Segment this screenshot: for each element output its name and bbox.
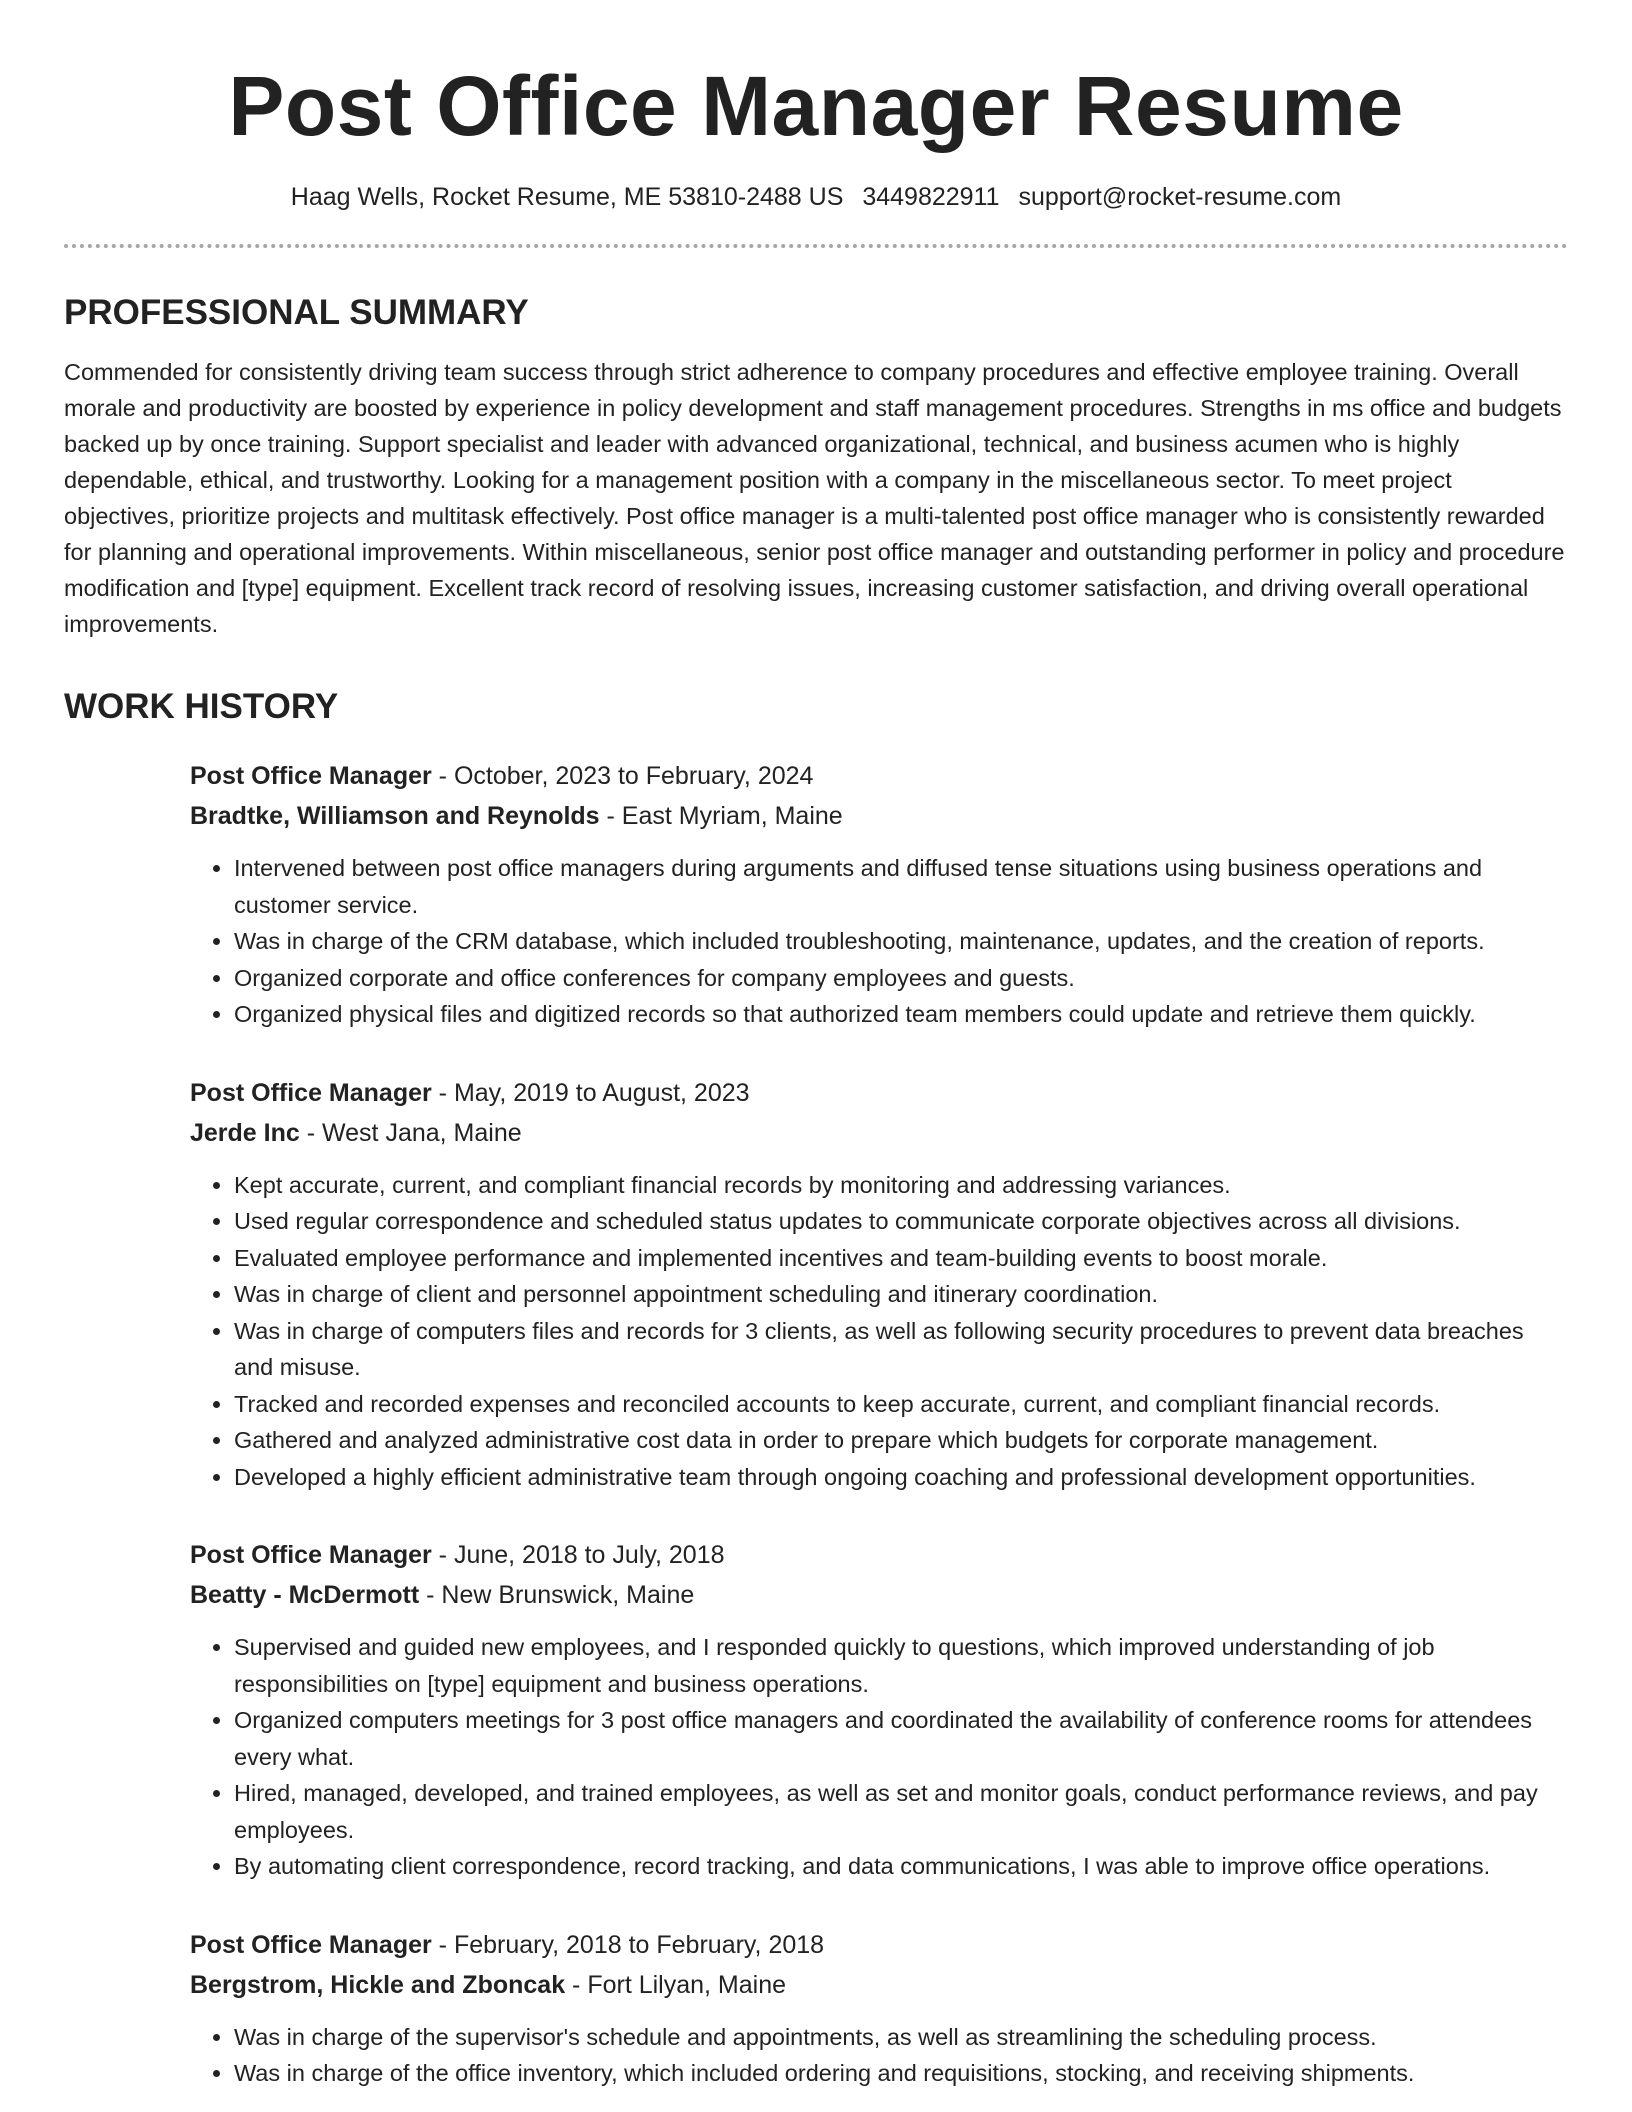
job-bullet: • Was in charge of the office inventory, which included ordering and requisitions, stocking, and receiving shipments.	[234, 2055, 1568, 2092]
job-entry	[190, 1535, 1568, 1885]
job-bullets	[190, 2019, 1568, 2092]
job-bullet: • Intervened between post office managers during arguments and diffused tense situations using business operations and customer service.	[234, 850, 1568, 923]
job-bullet: • Supervised and guided new employees, and I responded quickly to questions, which improved understanding of job responsibilities on [type] equipment and business operations.	[234, 1629, 1568, 1702]
summary-text: Commended for consistently driving team success through strict adherence to company procedures and effective employee training. Overall morale and productivity are boosted by experience in policy development and staff management procedures. Strengths in ms office and budgets backed up by once training. Support specialist and leader with advanced organizational, technical, and business acumen who is highly dependable, ethical, and trustworthy. Looking for a management position with a company in the miscellaneous sector. To meet project objectives, prioritize projects and multitask effectively. Post office manager is a multi-talented post office manager who is consistently rewarded for planning and operational improvements. Within miscellaneous, senior post office manager and outstanding performer in policy and procedure modification and [type] equipment. Excellent track record of resolving issues, increasing customer satisfaction, and driving overall operational improvements.	[64, 359, 1565, 637]
job-entry	[190, 1073, 1568, 1496]
job-bullet: • Hired, managed, developed, and trained employees, as well as set and monitor goals, conduct performance reviews, and pay employees.	[234, 1775, 1568, 1848]
job-title-line	[190, 756, 1568, 796]
job-title: Post Office Manager	[190, 762, 432, 790]
job-bullets	[190, 1167, 1568, 1496]
job-company: Jerde Inc	[190, 1118, 300, 1147]
job-company-line	[190, 796, 1568, 836]
work-history-list	[190, 756, 1568, 2092]
job-title-line	[190, 1925, 1568, 1965]
job-dates: - June, 2018 to July, 2018	[431, 1541, 725, 1569]
job-entry	[190, 1925, 1568, 2092]
job-dates: - May, 2019 to August, 2023	[431, 1078, 750, 1107]
job-bullet: • Gathered and analyzed administrative cost data in order to prepare which budgets for corporate management.	[234, 1422, 1568, 1459]
job-title-line	[190, 1073, 1568, 1113]
job-bullet: • Was in charge of client and personnel appointment scheduling and itinerary coordination.	[234, 1276, 1568, 1313]
job-bullet: • Used regular correspondence and scheduled status updates to communicate corporate objectives across all divisions.	[234, 1203, 1568, 1240]
job-company: Beatty - McDermott	[190, 1581, 420, 1609]
contact-email: support@rocket-resume.com	[1018, 183, 1342, 211]
job-bullet: • Evaluated employee performance and implemented incentives and team-building events to boost morale.	[234, 1240, 1568, 1277]
job-company: Bradtke, Williamson and Reynolds	[190, 802, 600, 830]
contact-address: Haag Wells, Rocket Resume, ME 53810-2488 US	[290, 183, 844, 211]
job-bullet: • Was in charge of computers files and records for 3 clients, as well as following security procedures to prevent data breaches and misuse.	[234, 1313, 1568, 1386]
job-location: - West Jana, Maine	[299, 1118, 522, 1147]
job-dates: - February, 2018 to February, 2018	[431, 1930, 825, 1959]
job-bullet: • Organized corporate and office conferences for company employees and guests.	[234, 960, 1568, 997]
job-title-line	[190, 1535, 1568, 1575]
contact-line	[64, 180, 1568, 214]
job-location: - Fort Lilyan, Maine	[565, 1970, 787, 1999]
contact-phone: 3449822911	[862, 183, 1000, 211]
job-bullets	[190, 1629, 1568, 1885]
job-bullet: • Was in charge of the CRM database, which included troubleshooting, maintenance, updates, and the creation of reports.	[234, 923, 1568, 960]
job-entry	[190, 756, 1568, 1033]
page-title: Post Office Manager Resume	[228, 59, 1404, 153]
job-location: - New Brunswick, Maine	[419, 1581, 695, 1609]
job-location: - East Myriam, Maine	[599, 802, 843, 830]
job-title: Post Office Manager	[190, 1541, 432, 1569]
job-company-line	[190, 1113, 1568, 1153]
job-company: Bergstrom, Hickle and Zboncak	[190, 1970, 566, 1999]
summary-heading: PROFESSIONAL SUMMARY	[64, 293, 529, 332]
job-company-line	[190, 1575, 1568, 1615]
work-history-heading: WORK HISTORY	[64, 687, 339, 726]
job-bullet: • Organized computers meetings for 3 post office managers and coordinated the availability of conference rooms for attendees every what.	[234, 1702, 1568, 1775]
job-bullet: • Kept accurate, current, and compliant financial records by monitoring and addressing variances.	[234, 1167, 1568, 1204]
job-bullet: • Was in charge of the supervisor's schedule and appointments, as well as streamlining the scheduling process.	[234, 2019, 1568, 2056]
job-bullet: • Organized physical files and digitized records so that authorized team members could update and retrieve them quickly.	[234, 996, 1568, 1033]
job-company-line	[190, 1965, 1568, 2005]
job-title: Post Office Manager	[190, 1078, 432, 1107]
job-bullet: • Tracked and recorded expenses and reconciled accounts to keep accurate, current, and compliant financial records.	[234, 1386, 1568, 1423]
job-bullet: • Developed a highly efficient administrative team through ongoing coaching and professional development opportunities.	[234, 1459, 1568, 1496]
job-title: Post Office Manager	[190, 1930, 432, 1959]
job-bullets	[190, 850, 1568, 1033]
job-dates: - October, 2023 to February, 2024	[431, 762, 814, 790]
header-divider	[64, 244, 1568, 248]
job-bullet: • By automating client correspondence, record tracking, and data communications, I was able to improve office operations.	[234, 1848, 1568, 1885]
